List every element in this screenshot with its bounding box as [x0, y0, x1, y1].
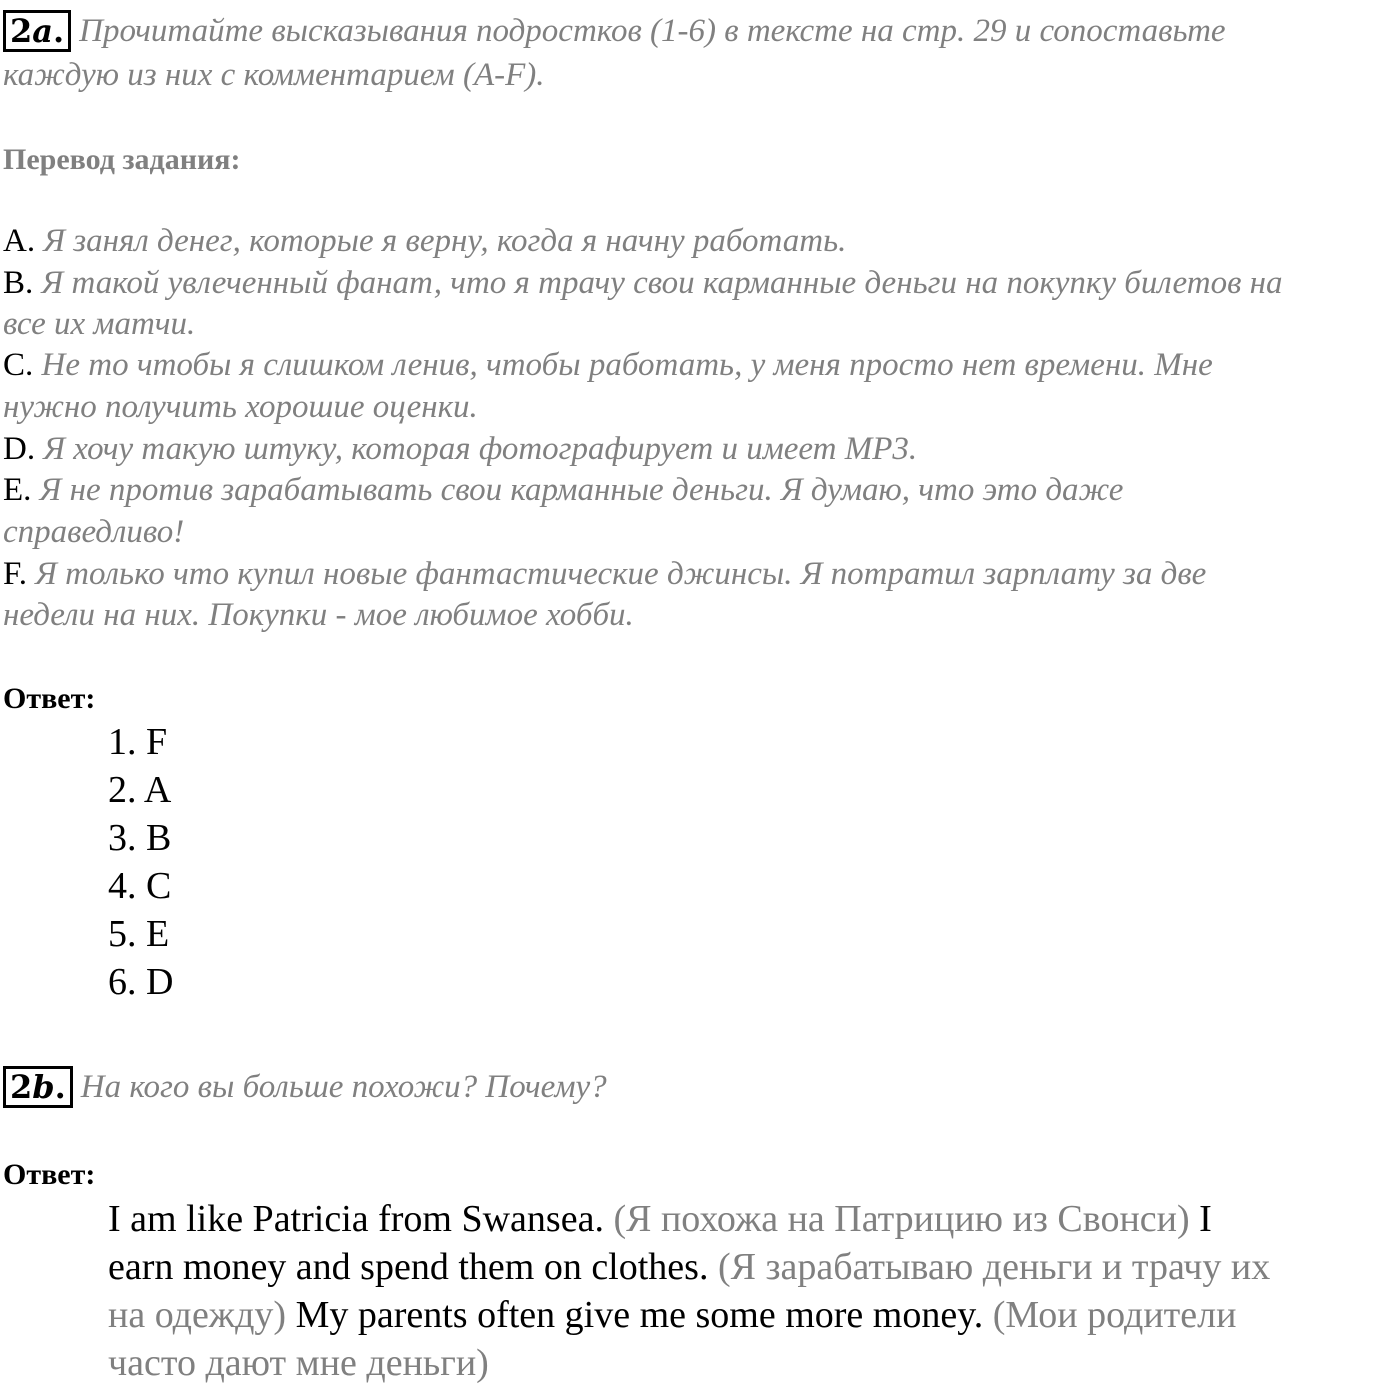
statement-text: Я занял денег, которые я верну, когда я начну работать.	[43, 223, 847, 259]
statement-letter: D.	[3, 431, 36, 467]
statement-e	[3, 469, 1123, 511]
statement-text: Не то чтобы я слишком ленив, чтобы работать, у меня просто нет времени. Мне	[41, 347, 1213, 383]
answer-item: 3. B	[108, 817, 172, 859]
task-2b-badge: 2b.	[3, 1066, 73, 1108]
answer-2b-line-4	[108, 1339, 489, 1387]
statement-f	[3, 553, 1206, 595]
russian-translation: на одежду)	[108, 1294, 287, 1336]
statement-f-continuation: недели на них. Покупки - мое любимое хобби.	[3, 597, 634, 633]
answer-item: 2. A	[108, 769, 172, 811]
answer-item: 4. C	[108, 865, 172, 907]
russian-translation: (Я зарабатываю деньги и трачу их	[717, 1246, 1271, 1288]
statement-letter: C.	[3, 347, 34, 383]
statement-a	[3, 220, 846, 262]
english-sentence: I	[1199, 1198, 1212, 1240]
statement-text: Я хочу такую штуку, которая фотографирует и имеет MP3.	[43, 431, 918, 467]
task-2a-badge: 2a.	[3, 10, 71, 52]
task-2b-instruction: На кого вы больше похожи? Почему?	[80, 1069, 607, 1105]
russian-translation: (Мои родители	[992, 1294, 1237, 1336]
answer-item: 6. D	[108, 961, 174, 1003]
statement-b-continuation: все их матчи.	[3, 306, 196, 342]
statement-letter: B.	[3, 265, 34, 301]
statement-d	[3, 428, 917, 470]
statement-c-continuation: нужно получить хорошие оценки.	[3, 389, 478, 425]
answer-item: 1. F	[108, 721, 168, 763]
answer-2b-line-2	[108, 1243, 1270, 1291]
task-2b-line	[3, 1066, 607, 1108]
statement-e-continuation: справедливо!	[3, 514, 185, 550]
task-2a-instruction-line-1: Прочитайте высказывания подростков (1-6) в тексте на стр. 29 и сопоставьте	[79, 13, 1226, 49]
statement-c	[3, 344, 1213, 386]
answer-label-2a: Ответ:	[3, 682, 96, 715]
english-sentence: My parents often give me some more money.	[295, 1294, 984, 1336]
english-sentence: earn money and spend them on clothes.	[108, 1246, 709, 1288]
task-2a-line-1	[3, 10, 1226, 52]
russian-translation: (Я похожа на Патрицию из Свонси)	[613, 1198, 1190, 1240]
task-2a-instruction-line-2: каждую из них с комментарием (A-F).	[3, 57, 545, 93]
statement-text: Я только что купил новые фантастические джинсы. Я потратил зарплату за две	[35, 556, 1207, 592]
statement-letter: E.	[3, 472, 32, 508]
statement-letter: A.	[3, 223, 36, 259]
statement-b	[3, 262, 1283, 304]
translation-heading: Перевод задания:	[3, 143, 241, 176]
statement-text: Я не против зарабатывать свои карманные деньги. Я думаю, что это даже	[39, 472, 1124, 508]
answer-2b-line-1	[108, 1195, 1212, 1243]
statement-text: Я такой увлеченный фанат, что я трачу свои карманные деньги на покупку билетов на	[41, 265, 1283, 301]
answer-item: 5. E	[108, 913, 170, 955]
answer-label-2b: Ответ:	[3, 1158, 96, 1191]
russian-translation: часто дают мне деньги)	[108, 1342, 489, 1384]
answer-2b-line-3	[108, 1291, 1236, 1339]
english-sentence: I am like Patricia from Swansea.	[108, 1198, 604, 1240]
statement-letter: F.	[3, 556, 27, 592]
